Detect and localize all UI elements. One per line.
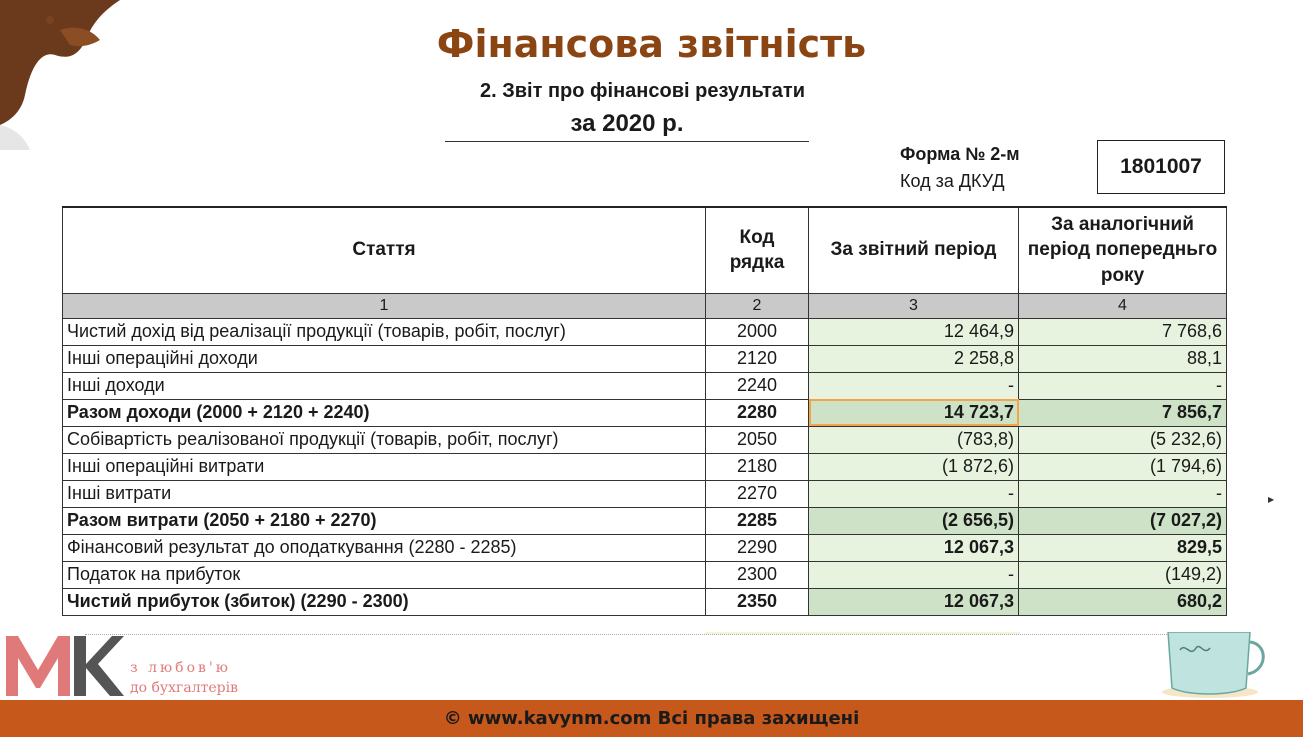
column-number-row bbox=[63, 293, 1227, 318]
current-period-value[interactable]: 12 464,9 bbox=[809, 318, 1019, 345]
row-name[interactable]: Чистий прибуток (збиток) (2290 - 2300) bbox=[63, 588, 706, 615]
dkud-label: Код за ДКУД bbox=[900, 171, 1005, 191]
row-code[interactable]: 2290 bbox=[706, 534, 809, 561]
previous-period-value[interactable]: (1 794,6) bbox=[1019, 453, 1227, 480]
previous-period-value[interactable]: 829,5 bbox=[1019, 534, 1227, 561]
previous-period-value[interactable]: 7 768,6 bbox=[1019, 318, 1227, 345]
current-period-value[interactable]: - bbox=[809, 372, 1019, 399]
row-name[interactable]: Інші доходи bbox=[63, 372, 706, 399]
dkud-code-box: 1801007 bbox=[1097, 140, 1225, 194]
row-code[interactable]: 2350 bbox=[706, 588, 809, 615]
current-period-value[interactable]: - bbox=[809, 480, 1019, 507]
table-row bbox=[63, 372, 1227, 399]
row-name[interactable]: Інші витрати bbox=[63, 480, 706, 507]
column-number: 1 bbox=[63, 293, 706, 318]
logo-tagline-2: до бухгалтерів bbox=[130, 680, 238, 696]
table-row bbox=[63, 480, 1227, 507]
bullet-marker: ▶ bbox=[1268, 495, 1275, 504]
logo-tagline-1: з любов'ю bbox=[130, 660, 231, 676]
row-code[interactable]: 2050 bbox=[706, 426, 809, 453]
current-period-value[interactable]: 2 258,8 bbox=[809, 345, 1019, 372]
page-title: Фінансова звітність bbox=[436, 22, 867, 66]
previous-period-value[interactable]: (5 232,6) bbox=[1019, 426, 1227, 453]
white-patch bbox=[62, 68, 132, 160]
brand-logo bbox=[4, 630, 254, 700]
dotted-separator bbox=[85, 634, 1215, 665]
previous-period-value[interactable]: - bbox=[1019, 480, 1227, 507]
table-row bbox=[63, 318, 1227, 345]
column-number: 3 bbox=[809, 293, 1019, 318]
footer-bar: © www.kavynm.com Всі права захищені bbox=[0, 700, 1303, 737]
column-header: Код рядка bbox=[706, 207, 809, 293]
previous-period-value[interactable]: 680,2 bbox=[1019, 588, 1227, 615]
table-row bbox=[63, 561, 1227, 588]
previous-period-value[interactable]: 88,1 bbox=[1019, 345, 1227, 372]
row-name[interactable]: Чистий дохід від реалізації продукції (товарів, робіт, послуг) bbox=[63, 318, 706, 345]
financial-results-table bbox=[62, 206, 1227, 616]
row-code[interactable]: 2180 bbox=[706, 453, 809, 480]
table-row bbox=[63, 345, 1227, 372]
table-row bbox=[63, 534, 1227, 561]
row-name[interactable]: Разом витрати (2050 + 2180 + 2270) bbox=[63, 507, 706, 534]
column-number: 4 bbox=[1019, 293, 1227, 318]
row-name[interactable]: Разом доходи (2000 + 2120 + 2240) bbox=[63, 399, 706, 426]
column-header: Стаття bbox=[63, 207, 706, 293]
row-name[interactable]: Інші операційні доходи bbox=[63, 345, 706, 372]
row-name[interactable]: Фінансовий результат до оподаткування (2280 - 2285) bbox=[63, 534, 706, 561]
column-number: 2 bbox=[706, 293, 809, 318]
previous-period-value[interactable]: - bbox=[1019, 372, 1227, 399]
row-name[interactable]: Інші операційні витрати bbox=[63, 453, 706, 480]
column-header: За аналогічний період попередньго року bbox=[1019, 207, 1227, 293]
table-row bbox=[63, 507, 1227, 534]
current-period-value[interactable]: (783,8) bbox=[809, 426, 1019, 453]
row-code[interactable]: 2280 bbox=[706, 399, 809, 426]
table-row bbox=[63, 453, 1227, 480]
table-row bbox=[63, 399, 1227, 426]
table-body bbox=[63, 318, 1227, 615]
row-code[interactable]: 2300 bbox=[706, 561, 809, 588]
row-name[interactable]: Собівартість реалізованої продукції (товарів, робіт, послуг) bbox=[63, 426, 706, 453]
column-header: За звітний період bbox=[809, 207, 1019, 293]
current-period-value[interactable]: 14 723,7 bbox=[809, 399, 1019, 426]
table-header-row bbox=[63, 207, 1227, 293]
row-name[interactable]: Податок на прибуток bbox=[63, 561, 706, 588]
coffee-cup-icon bbox=[1160, 632, 1270, 700]
row-code[interactable]: 2000 bbox=[706, 318, 809, 345]
previous-period-value[interactable]: 7 856,7 bbox=[1019, 399, 1227, 426]
faint-underline bbox=[705, 632, 1020, 634]
previous-period-value[interactable]: (149,2) bbox=[1019, 561, 1227, 588]
current-period-value[interactable]: 12 067,3 bbox=[809, 534, 1019, 561]
table-row bbox=[63, 426, 1227, 453]
report-period: за 2020 р. bbox=[445, 110, 809, 142]
form-number: Форма № 2-м bbox=[900, 144, 1020, 164]
row-code[interactable]: 2270 bbox=[706, 480, 809, 507]
table-row bbox=[63, 588, 1227, 615]
current-period-value[interactable]: 12 067,3 bbox=[809, 588, 1019, 615]
row-code[interactable]: 2240 bbox=[706, 372, 809, 399]
previous-period-value[interactable]: (7 027,2) bbox=[1019, 507, 1227, 534]
current-period-value[interactable]: - bbox=[809, 561, 1019, 588]
current-period-value[interactable]: (1 872,6) bbox=[809, 453, 1019, 480]
row-code[interactable]: 2120 bbox=[706, 345, 809, 372]
report-subtitle: 2. Звіт про фінансові результати bbox=[479, 80, 806, 102]
current-period-value[interactable]: (2 656,5) bbox=[809, 507, 1019, 534]
row-code[interactable]: 2285 bbox=[706, 507, 809, 534]
mk-logo-icon bbox=[4, 630, 124, 698]
